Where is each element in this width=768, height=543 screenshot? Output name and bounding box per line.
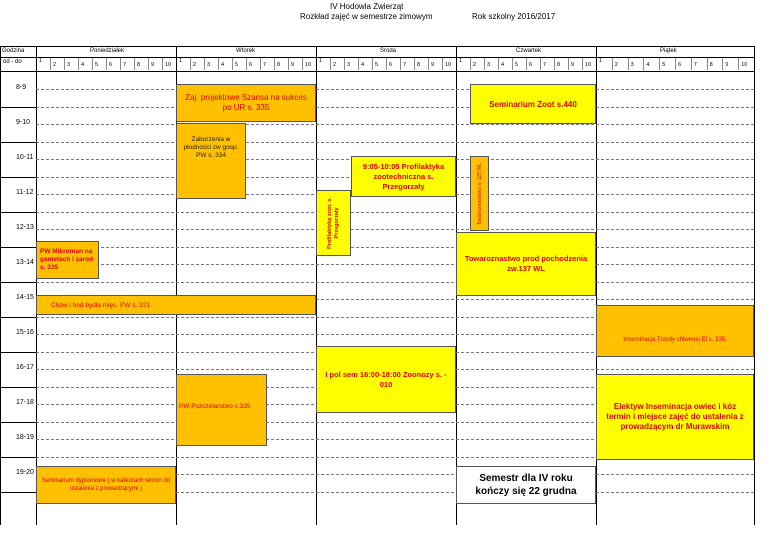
godzina-label: Godzina [2, 48, 25, 54]
week-number: 1 [39, 58, 43, 64]
week-divider [691, 58, 692, 70]
week-number: 6 [389, 62, 393, 68]
week-divider [428, 58, 429, 70]
week-number: 3 [207, 62, 211, 68]
event-mon-seminarium-dypl-text: Seminarium dyplomowe ( w katedrach termin do ustalenia z prowadzącymi ) [41, 478, 171, 492]
week-number: 8 [557, 62, 561, 68]
week-divider [92, 58, 93, 70]
week-divider [540, 58, 541, 70]
time-row-divider [0, 247, 36, 248]
week-divider [554, 58, 555, 70]
week-number: 5 [235, 62, 239, 68]
week-number: 3 [487, 62, 491, 68]
event-mon-pw-mikroman[interactable] [36, 241, 99, 279]
week-divider [162, 58, 163, 70]
title-line-2: Rozkład zajęć w semestrze zimowym [300, 12, 433, 21]
time-row-divider [0, 352, 36, 353]
event-thu-seminarium[interactable] [470, 84, 596, 124]
event-thu-semestr [456, 466, 596, 504]
grid-days-line [0, 57, 754, 58]
week-number: 2 [333, 62, 337, 68]
event-thu-towaro-text: Towaroznastwo prod pochodzenia zw.137 WL [464, 254, 588, 273]
time-row-boundary [36, 142, 754, 143]
event-mon-pw-mikroman-text: PW Mikroman na gametach i zarod s. 335 [40, 248, 94, 271]
week-divider [204, 58, 205, 70]
week-number: 4 [501, 62, 505, 68]
week-divider [302, 58, 303, 70]
event-thu-towaro-vertical-text: Towaroznawstwo s. 125 WL [476, 162, 483, 225]
time-row-divider [0, 422, 36, 423]
grid-top-line [0, 46, 754, 47]
week-divider [148, 58, 149, 70]
week-number: 5 [95, 62, 99, 68]
week-number: 1 [459, 58, 463, 64]
week-divider [498, 58, 499, 70]
week-divider [386, 58, 387, 70]
week-divider [246, 58, 247, 70]
grid-tuesday-end [316, 46, 317, 525]
week-divider [106, 58, 107, 70]
day-tuesday: Wtorek [236, 48, 256, 54]
time-slot-label: 9-10 [16, 119, 31, 126]
time-row-divider [0, 107, 36, 108]
event-wed-zoonozy[interactable] [316, 346, 456, 413]
week-number: 10 [165, 62, 172, 68]
od-do-label: od - do [3, 59, 22, 65]
week-number: 8 [137, 62, 141, 68]
day-wednesday: Środa [380, 48, 397, 54]
week-number: 8 [277, 62, 281, 68]
week-divider [643, 58, 644, 70]
week-divider [260, 58, 261, 70]
week-divider [582, 58, 583, 70]
event-fri-inseminacja-trzody-text: Inseminacja Trzody chlwenej El s. 335. [623, 337, 727, 343]
week-divider [274, 58, 275, 70]
time-row-divider [0, 387, 36, 388]
week-divider [344, 58, 345, 70]
time-row-divider [0, 282, 36, 283]
week-number: 6 [109, 62, 113, 68]
event-fri-inseminacja-trzody[interactable] [596, 305, 754, 357]
day-friday: Piątek [660, 48, 677, 54]
time-slot-label: 13-14 [16, 259, 34, 266]
time-slot-label: 8-9 [16, 84, 27, 91]
time-slot-label: 19-20 [16, 469, 34, 476]
week-number: 2 [193, 62, 197, 68]
event-tue-zaburzenia[interactable] [176, 123, 246, 199]
event-thu-seminarium-text: Seminarium Zoot s.440 [489, 99, 577, 109]
event-wed-profilaktyka-text: 9:05-10:05 Profilaktyka zootechniczna s. Przegorzały [362, 161, 445, 191]
week-number: 4 [221, 62, 225, 68]
grid-left-edge [0, 46, 1, 525]
grid-right-edge [754, 46, 755, 525]
week-number: 8 [417, 62, 421, 68]
week-divider [484, 58, 485, 70]
event-thu-semestr-text: Semestr dla IV roku kończy się 22 grudna [475, 473, 577, 497]
week-number: 3 [630, 62, 634, 68]
event-mon-seminarium-dypl[interactable] [36, 466, 176, 504]
school-year: Rok szkolny 2016/2017 [472, 12, 556, 21]
time-slot-label: 10-11 [16, 154, 34, 161]
week-divider [400, 58, 401, 70]
event-mon-chow-text: Chów i hod bydła mięs. PW s. 321 [51, 301, 150, 309]
week-divider [470, 58, 471, 70]
grid-weeks-line [0, 71, 754, 72]
week-number: 6 [529, 62, 533, 68]
grid-time-col-edge [36, 46, 37, 525]
time-row-divider [0, 457, 36, 458]
week-number: 9 [725, 62, 729, 68]
week-divider [568, 58, 569, 70]
week-divider [612, 58, 613, 70]
time-row-boundary [36, 212, 754, 213]
time-slot-label: 12-13 [16, 224, 34, 231]
time-row-dashline [36, 89, 754, 90]
time-row-divider [0, 177, 36, 178]
week-number: 10 [585, 62, 592, 68]
event-tue-pszczelarstwo[interactable] [176, 374, 267, 446]
week-number: 5 [515, 62, 519, 68]
week-number: 3 [347, 62, 351, 68]
time-row-dashline [36, 229, 754, 230]
event-wed-profilaktyka-vertical[interactable] [316, 190, 351, 256]
week-divider [190, 58, 191, 70]
week-divider [358, 58, 359, 70]
time-slot-label: 18-19 [16, 434, 34, 441]
week-number: 4 [361, 62, 365, 68]
week-divider [232, 58, 233, 70]
time-row-dashline [36, 124, 754, 125]
week-divider [218, 58, 219, 70]
week-divider [675, 58, 676, 70]
event-wed-profilaktyka-vertical-text: Profilaktyka zoot. s. Przegorzały [326, 197, 340, 249]
week-number: 1 [319, 58, 323, 64]
week-number: 5 [375, 62, 379, 68]
week-number: 4 [81, 62, 85, 68]
event-fri-elektyw-text: Elektyw Inseminacja owiec i kóz termin i miejsce zajęć do ustalenia z prowadzącym dr Murawskim [606, 402, 744, 431]
time-row-divider [0, 492, 36, 493]
week-number: 7 [123, 62, 127, 68]
event-tue-pszczelarstwo-text: PW Pszczelarstwo s.335 [179, 403, 251, 410]
week-divider [78, 58, 79, 70]
week-number: 2 [614, 62, 618, 68]
week-number: 3 [67, 62, 71, 68]
week-number: 1 [179, 58, 183, 64]
week-number: 9 [431, 62, 435, 68]
time-row-dashline [36, 264, 754, 265]
event-thu-towaro-vertical[interactable] [470, 156, 489, 231]
event-wed-zoonozy-text: I pol sem 16:00-18:00 Zoonozy s. - 010 [325, 369, 447, 389]
week-number: 7 [693, 62, 697, 68]
week-number: 9 [151, 62, 155, 68]
week-number: 7 [403, 62, 407, 68]
event-wed-profilaktyka[interactable] [351, 156, 456, 197]
time-row-divider [0, 317, 36, 318]
week-number: 2 [53, 62, 57, 68]
week-divider [526, 58, 527, 70]
day-thursday: Czwartek [516, 48, 542, 54]
week-number: 9 [571, 62, 575, 68]
time-slot-label: 11-12 [16, 189, 34, 196]
event-tue-projekt-text: Zaj. projektowe Szansa na sukces po UR s. 335 [185, 93, 307, 112]
week-number: 8 [709, 62, 713, 68]
event-tue-zaburzenia-text: Zaburzenia w płodności zw gosp. PW s. 334 [183, 136, 239, 159]
event-mon-chow[interactable] [36, 295, 316, 315]
time-row-divider [0, 212, 36, 213]
week-number: 7 [263, 62, 267, 68]
week-number: 6 [678, 62, 682, 68]
week-divider [288, 58, 289, 70]
week-divider [707, 58, 708, 70]
week-divider [372, 58, 373, 70]
title-line-1: IV Hodowla Zwierząt [330, 2, 404, 11]
week-divider [659, 58, 660, 70]
week-number: 10 [305, 62, 312, 68]
event-fri-elektyw[interactable] [596, 374, 754, 460]
week-divider [64, 58, 65, 70]
time-row-divider [0, 142, 36, 143]
week-number: 10 [741, 62, 748, 68]
time-row-boundary [36, 247, 754, 248]
time-row-boundary [36, 282, 754, 283]
time-row-boundary [36, 107, 754, 108]
week-number: 5 [662, 62, 666, 68]
week-number: 9 [291, 62, 295, 68]
week-number: 10 [445, 62, 452, 68]
week-number: 2 [473, 62, 477, 68]
time-slot-label: 14-15 [16, 294, 34, 301]
week-number: 7 [543, 62, 547, 68]
week-divider [738, 58, 739, 70]
week-divider [134, 58, 135, 70]
time-slot-label: 15-16 [16, 329, 34, 336]
week-divider [512, 58, 513, 70]
time-slot-label: 16-17 [16, 364, 34, 371]
week-number: 6 [249, 62, 253, 68]
week-divider [50, 58, 51, 70]
week-number: 1 [599, 58, 603, 64]
day-monday: Poniedziałek [90, 48, 125, 54]
week-divider [722, 58, 723, 70]
week-divider [414, 58, 415, 70]
week-divider [442, 58, 443, 70]
week-number: 4 [646, 62, 650, 68]
week-divider [330, 58, 331, 70]
event-tue-projekt[interactable] [176, 84, 316, 122]
week-divider [628, 58, 629, 70]
week-divider [120, 58, 121, 70]
time-slot-label: 17-18 [16, 399, 34, 406]
event-thu-towaro[interactable] [456, 232, 596, 296]
